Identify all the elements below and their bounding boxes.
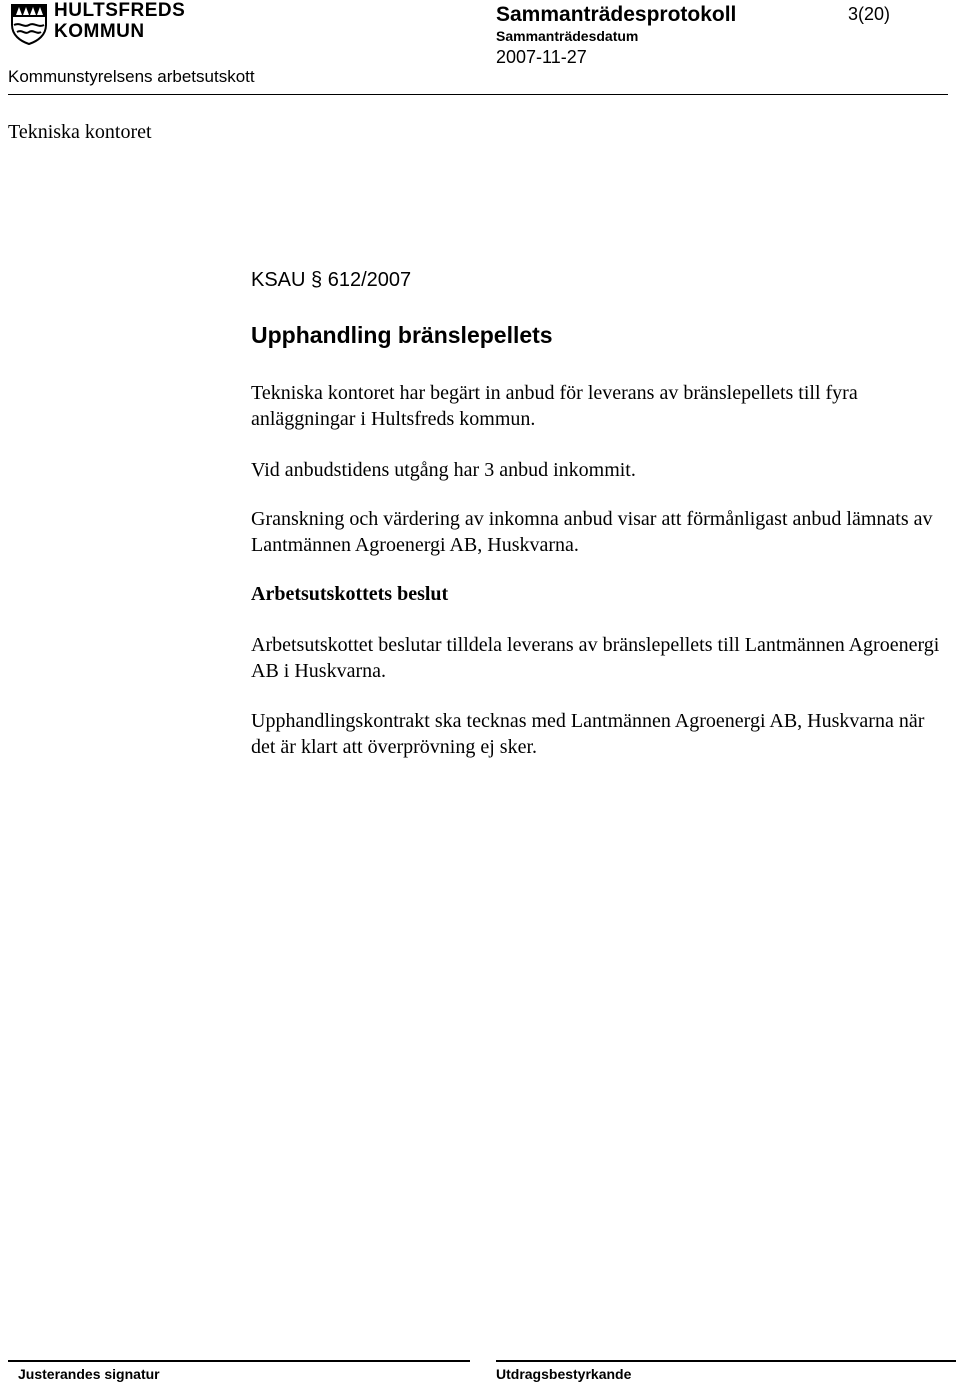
municipality-logo — [10, 0, 186, 45]
department: Tekniska kontoret — [8, 121, 152, 143]
meeting-date-label: Sammanträdesdatum — [496, 28, 639, 44]
committee-name: Kommunstyrelsens arbetsutskott — [8, 67, 255, 86]
paragraph: Vid anbudstidens utgång har 3 anbud inkommit. — [251, 459, 636, 481]
certification-label: Utdragsbestyrkande — [496, 1366, 632, 1382]
page-number: 3(20) — [848, 4, 891, 24]
case-title: Upphandling bränslepellets — [251, 322, 553, 348]
paragraph: Granskning och värdering av inkomna anbud visar att förmånligast anbud lämnats av Lantmännen Agroenergi AB, Huskvarna. — [251, 508, 933, 556]
meeting-date: 2007-11-27 — [496, 47, 587, 67]
logo-line-2: KOMMUN — [54, 21, 145, 42]
footer-divider-left — [8, 1360, 470, 1362]
decision-paragraph: Upphandlingskontrakt ska tecknas med Lantmännen Agroenergi AB, Huskvarna när det är klart att överprövning ej sker. — [251, 710, 925, 758]
document-title: Sammanträdesprotokoll — [496, 3, 737, 26]
footer-divider-right — [496, 1360, 956, 1362]
signature-label: Justerandes signatur — [18, 1366, 160, 1382]
decision-heading: Arbetsutskottets beslut — [251, 583, 449, 605]
paragraph: Tekniska kontoret har begärt in anbud för leverans av bränslepellets till fyra anläggningar i Hultsfreds kommun. — [251, 382, 858, 430]
decision-paragraph: Arbetsutskottet beslutar tilldela leverans av bränslepellets till Lantmännen Agroenergi AB i Huskvarna. — [251, 634, 940, 682]
coat-of-arms-icon — [10, 3, 48, 45]
case-number: KSAU § 612/2007 — [251, 269, 412, 291]
header-divider — [8, 94, 948, 95]
logo-line-1: HULTSFREDS — [54, 0, 186, 21]
